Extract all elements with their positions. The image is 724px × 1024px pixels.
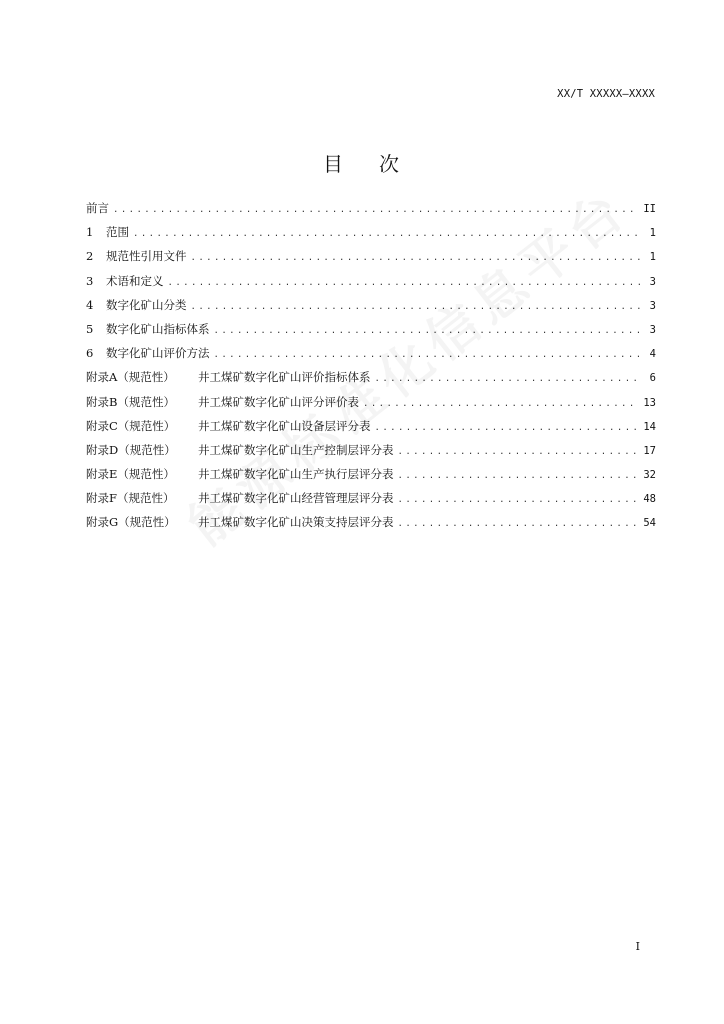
toc-entry-appendix-g[interactable] (86, 514, 656, 538)
toc-entry-page: 54 (643, 517, 656, 530)
toc-entry-label: 数字化矿山分类 (106, 297, 187, 312)
toc-appendix-tag: 附录B（规范性） (86, 394, 175, 409)
toc-entry-label: 范围 (106, 225, 129, 240)
toc-leader-dots (398, 447, 639, 457)
toc-entry-page: 4 (649, 348, 656, 361)
toc-entry-label: 井工煤矿数字化矿山决策支持层评分表 (198, 515, 394, 530)
toc-leader-dots (398, 471, 639, 481)
toc-leader-dots (398, 495, 639, 505)
toc-leader-dots (375, 423, 639, 433)
toc-appendix-tag: 附录F（规范性） (86, 491, 175, 506)
toc-entry-page: 6 (649, 372, 656, 385)
toc-entry-number: 6 (86, 346, 94, 361)
toc-appendix-tag: 附录A（规范性） (86, 370, 175, 385)
toc-entry-number: 4 (86, 297, 94, 312)
toc-entry-page: II (643, 203, 656, 215)
toc-entry-page: 3 (649, 275, 656, 288)
toc-entry-label: 数字化矿山指标体系 (106, 321, 210, 336)
toc-entry-page: 17 (643, 444, 656, 457)
document-code: XX/T XXXXX—XXXX (557, 88, 655, 100)
toc-entry-number: 2 (86, 249, 94, 264)
toc-entry-number: 3 (86, 273, 94, 288)
toc-entry-label: 术语和定义 (106, 273, 164, 288)
toc-entry-label: 井工煤矿数字化矿山设备层评分表 (198, 418, 371, 433)
toc-entry-page: 13 (643, 396, 656, 409)
toc-entry-page: 3 (649, 299, 656, 312)
toc-title (0, 148, 724, 177)
toc-entry-label: 井工煤矿数字化矿山经营管理层评分表 (198, 491, 394, 506)
toc-entry-label: 井工煤矿数字化矿山评分评价表 (198, 394, 359, 409)
toc-entry-page: 48 (643, 493, 656, 506)
toc-entry-number: 5 (86, 321, 94, 336)
toc-appendix-tag: 附录G（规范性） (86, 515, 176, 530)
toc-entry-label: 井工煤矿数字化矿山生产控制层评分表 (198, 442, 394, 457)
toc-entry-page: 14 (643, 420, 656, 433)
toc-appendix-tag: 附录E（规范性） (86, 467, 175, 482)
toc-entry-label: 数字化矿山评价方法 (106, 346, 210, 361)
toc-entry-label: 规范性引用文件 (106, 249, 187, 264)
toc-entry-page: 3 (649, 323, 656, 336)
toc-appendix-tag: 附录D（规范性） (86, 442, 176, 457)
toc-entry-page: 1 (649, 251, 656, 264)
toc-entry-label: 前言 (86, 201, 109, 215)
toc-title-char-2: 次 (379, 152, 401, 176)
toc-entry-appendix-d[interactable] (86, 442, 656, 466)
toc-entry-label: 井工煤矿数字化矿山评价指标体系 (198, 370, 371, 385)
toc-entry-label: 井工煤矿数字化矿山生产执行层评分表 (198, 467, 394, 482)
toc-leader-dots (398, 519, 639, 529)
toc-entry-appendix-e[interactable] (86, 466, 656, 490)
toc-title-char-1: 目 (323, 152, 345, 176)
toc-entry-4[interactable] (86, 297, 656, 321)
toc-entry-page: 32 (643, 469, 656, 482)
page-number: I (635, 940, 640, 953)
toc-entry-page: 1 (649, 227, 656, 240)
toc-appendix-tag: 附录C（规范性） (86, 418, 176, 433)
toc-entry-number: 1 (86, 225, 94, 240)
